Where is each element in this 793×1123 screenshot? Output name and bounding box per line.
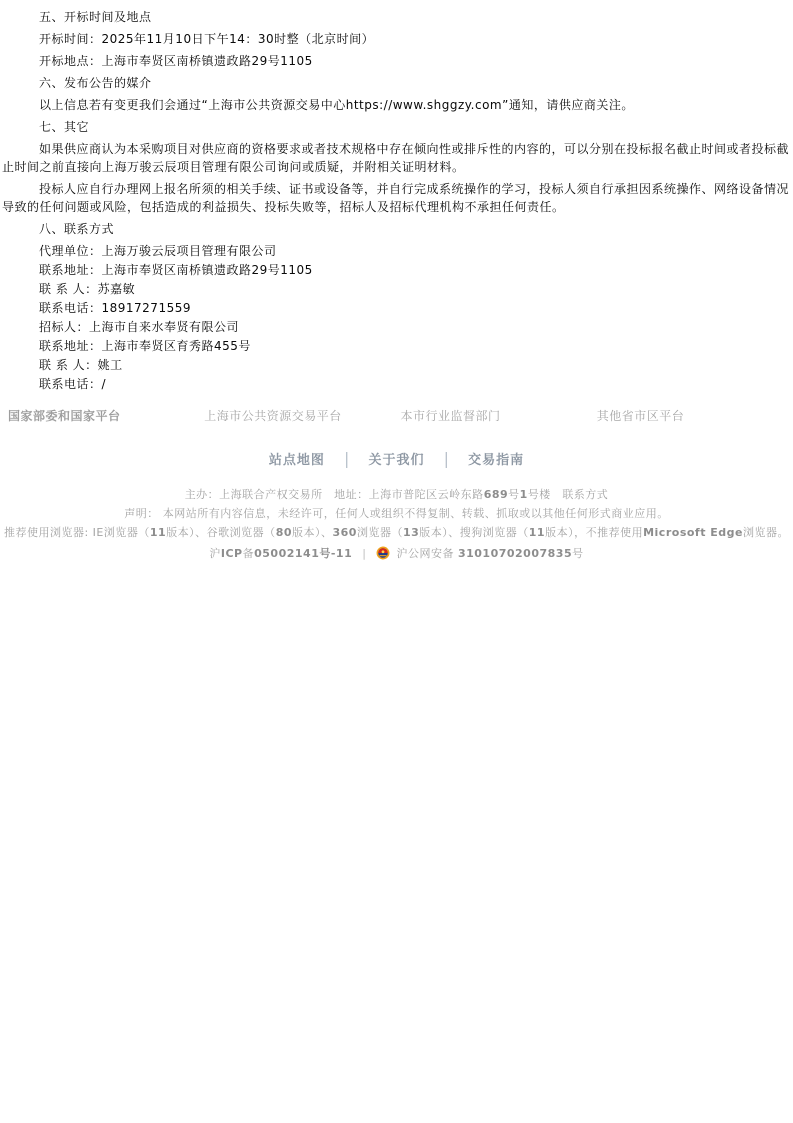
text-segment: 版本），不推荐使用	[545, 526, 644, 539]
footer-host-line	[0, 486, 793, 504]
text-segment: 号	[508, 488, 520, 501]
footer-link-about-us[interactable]: 关于我们	[368, 453, 425, 468]
tenderer-name: 招标人：上海市自来水奉贤有限公司	[39, 320, 240, 334]
section-heading-bid-opening: 五、开标时间及地点	[39, 10, 152, 24]
text-segment: 沪	[209, 547, 221, 560]
text-segment: 11	[149, 526, 167, 539]
footer-link-sitemap[interactable]: 站点地图	[268, 453, 325, 468]
text-segment: 沪公网安备	[396, 547, 458, 560]
notice-body	[0, 0, 793, 393]
page-footer	[0, 407, 793, 563]
footer-contact-link[interactable]: 联系方式	[562, 488, 609, 501]
footer-platform-links	[0, 407, 793, 424]
others-paragraph-objection: 如果供应商认为本采购项目对供应商的资格要求或者技术规格中存在倾向性或排斥性的内容的，可以分别在投标报名截止时间或者投标截止时间之前直接向上海万骏云辰项目管理有限公司询问或质疑，并附相关证明材料。	[2, 142, 790, 174]
footer-link-shanghai-public-resource[interactable]: 上海市公共资源交易平台	[204, 409, 342, 423]
agency-contact-person: 联 系 人：苏嘉敏	[39, 282, 136, 296]
others-paragraph-risk: 投标人应自行办理网上报名所须的相关手续、证书或设备等，并自行完成系统操作的学习，投标人须自行承担因系统操作、网络设备情况导致的任何问题或风险，包括造成的利益损失、投标失败等，招标人及招标代理机构不承担任何责任。	[2, 182, 790, 214]
bid-opening-time: 开标时间：2025年11月10日下午14：30时整（北京时间）	[39, 32, 375, 46]
agency-contact-phone: 联系电话：18917271559	[39, 301, 191, 315]
agency-name: 代理单位：上海万骏云辰项目管理有限公司	[39, 244, 277, 258]
text-segment: 80	[275, 526, 292, 539]
text-segment: 05002141号-11	[254, 547, 353, 560]
text-segment: Microsoft Edge	[643, 526, 744, 539]
footer-browser-recommendation	[0, 524, 793, 542]
text-segment: 689	[483, 488, 509, 501]
tenderer-address: 联系地址：上海市奉贤区育秀路455号	[39, 339, 251, 353]
police-badge-icon	[376, 546, 390, 560]
footer-nav	[0, 450, 793, 470]
tenderer-contact-phone: 联系电话：/	[39, 377, 107, 391]
nav-separator: |	[344, 449, 350, 468]
text-segment: 浏览器（	[356, 526, 403, 539]
footer-license-row	[0, 545, 793, 563]
icp-license-link[interactable]	[209, 547, 352, 560]
announcement-media-paragraph: 以上信息若有变更我们会通过“上海市公共资源交易中心https://www.shggzy.com”通知，请供应商关注。	[39, 98, 634, 112]
host-address-text	[185, 488, 563, 501]
text-segment: 13	[402, 526, 420, 539]
license-separator: |	[362, 547, 367, 560]
bid-opening-place: 开标地点：上海市奉贤区南桥镇遗政路29号1105	[39, 54, 313, 68]
footer-link-national-platforms[interactable]: 国家部委和国家平台	[8, 409, 121, 423]
text-segment: ICP	[220, 547, 243, 560]
text-segment: 版本）、	[292, 526, 333, 539]
text-segment: 360	[332, 526, 357, 539]
footer-link-trading-guide[interactable]: 交易指南	[468, 453, 525, 468]
section-heading-others: 七、其它	[39, 120, 90, 134]
text-segment: 11	[528, 526, 546, 539]
text-segment: 主办：上海联合产权交易所 地址：上海市普陀区云岭东路	[184, 488, 484, 501]
section-heading-contacts: 八、联系方式	[39, 222, 115, 236]
footer-disclaimer: 声明： 本网站所有内容信息，未经许可，任何人或组织不得复制、转载、抓取或以其他任何形式商业应用。	[124, 507, 669, 520]
text-segment: 号	[572, 547, 584, 560]
text-segment: 推荐使用浏览器: IE浏览器（	[3, 526, 150, 539]
nav-separator: |	[443, 449, 449, 468]
text-segment: 版本）、搜狗浏览器（	[419, 526, 529, 539]
text-segment: 备	[242, 547, 255, 560]
tenderer-contact-person: 联 系 人：姚工	[39, 358, 123, 372]
text-segment: 1	[519, 488, 528, 501]
agency-address: 联系地址：上海市奉贤区南桥镇遗政路29号1105	[39, 263, 313, 277]
section-heading-announcement-media: 六、发布公告的媒介	[39, 76, 152, 90]
footer-link-city-supervision[interactable]: 本市行业监督部门	[400, 409, 501, 423]
footer-link-other-provinces[interactable]: 其他省市区平台	[596, 409, 685, 423]
psb-license-link[interactable]	[396, 547, 583, 560]
text-segment: 号楼	[527, 488, 563, 501]
text-segment: 浏览器。	[743, 526, 790, 539]
text-segment: 版本）、谷歌浏览器（	[166, 526, 276, 539]
text-segment: 31010702007835	[457, 547, 573, 560]
